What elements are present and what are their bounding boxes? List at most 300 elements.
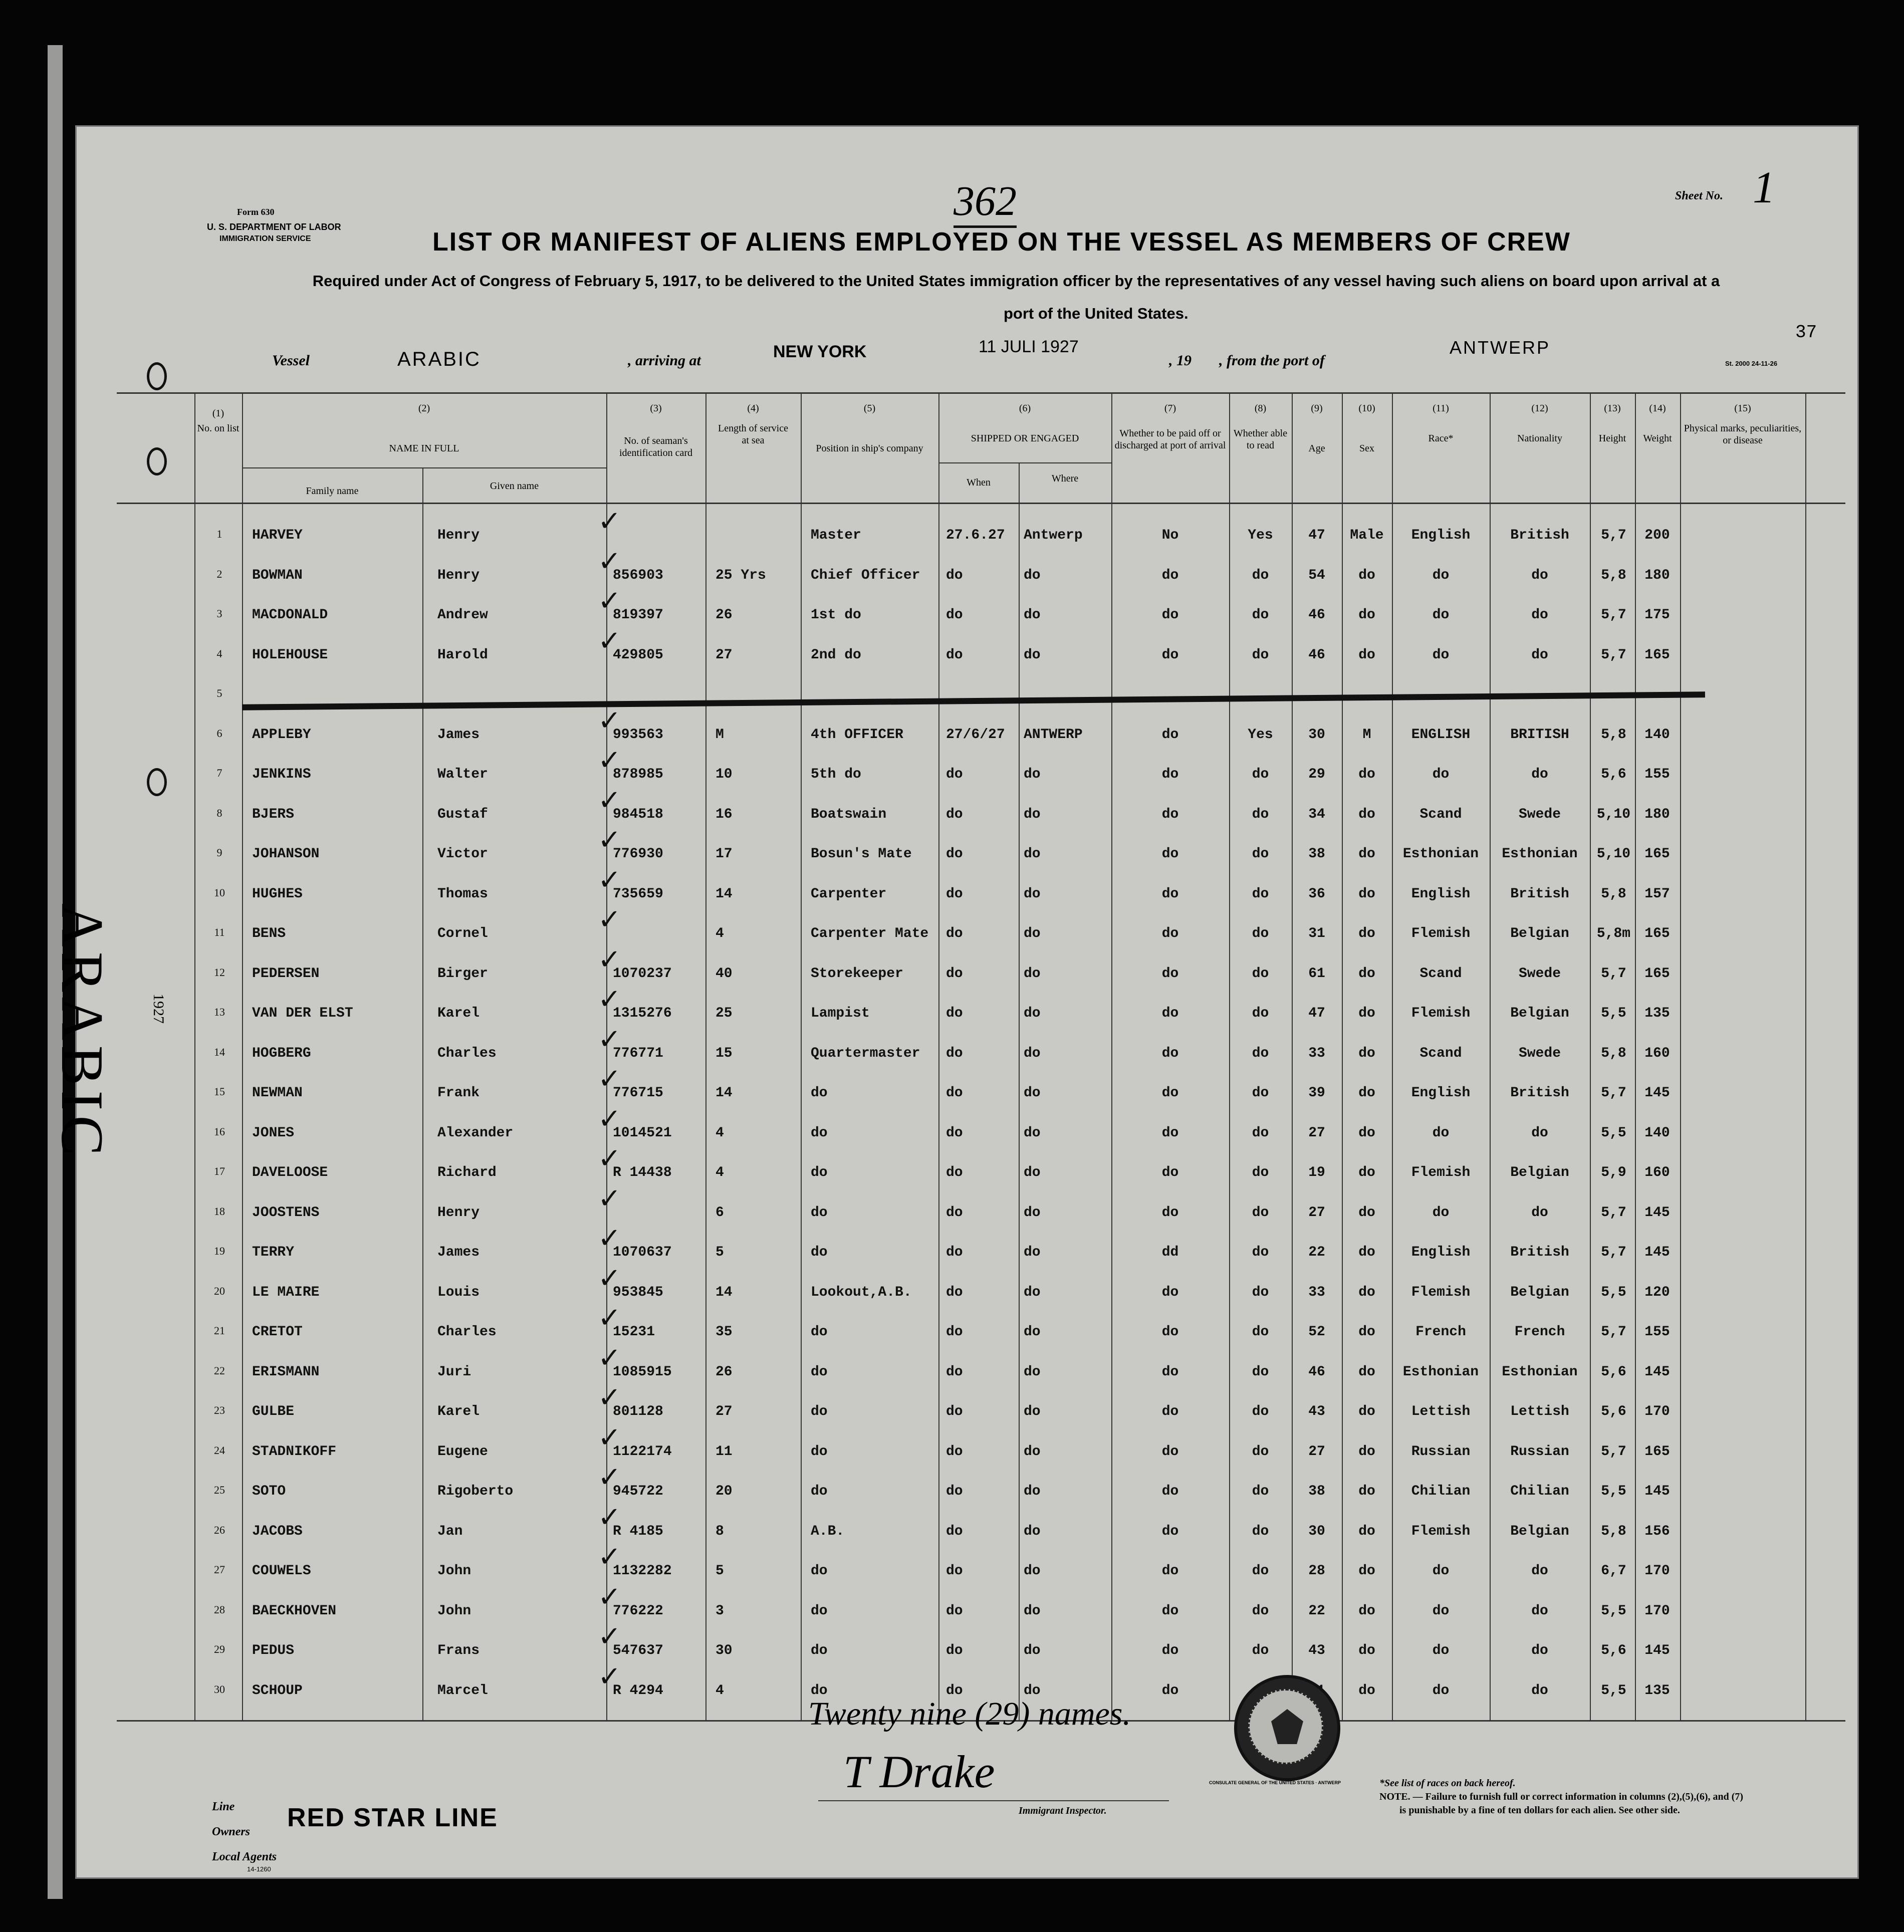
check-mark: ✓ bbox=[598, 1382, 621, 1413]
cell-sex: do bbox=[1358, 1284, 1375, 1300]
cell-service-length: 4 bbox=[716, 1125, 724, 1141]
cell-sex: M bbox=[1362, 727, 1371, 743]
cell-weight: 160 bbox=[1644, 1045, 1670, 1061]
cell-nationality: Russian bbox=[1510, 1443, 1569, 1460]
check-mark: ✓ bbox=[598, 506, 621, 537]
table-row bbox=[77, 1502, 1805, 1554]
page-title: LIST OR MANIFEST OF ALIENS EMPLOYED ON THE VESSEL AS MEMBERS OF CREW bbox=[432, 227, 1571, 257]
col-num-9: (9) bbox=[1311, 403, 1323, 414]
cell-height: 5,8 bbox=[1601, 727, 1626, 743]
cell-family-name: JOOSTENS bbox=[252, 1204, 320, 1221]
cell-able-to-read: do bbox=[1252, 1484, 1269, 1499]
cell-service-length: 40 bbox=[716, 965, 733, 982]
col-num-3: (3) bbox=[650, 403, 662, 414]
cell-shipped-when: do bbox=[946, 1484, 963, 1499]
cell-race: do bbox=[1432, 1682, 1450, 1699]
subtitle-line2: port of the United States. bbox=[1004, 305, 1188, 322]
cell-paid-off: No bbox=[1161, 528, 1179, 543]
cell-shipped-when: do bbox=[946, 1643, 963, 1658]
cell-position: Quartermaster bbox=[811, 1045, 920, 1061]
cell-paid-off: do bbox=[1161, 767, 1179, 782]
cell-able-to-read: Yes bbox=[1248, 727, 1273, 743]
local-agents-label: Local Agents bbox=[212, 1850, 277, 1863]
seal-text: CONSULATE GENERAL OF THE UNITED STATES · ANTWERP bbox=[1209, 1780, 1341, 1785]
cell-paid-off: do bbox=[1161, 1125, 1179, 1141]
cell-id-card-number: 801128 bbox=[613, 1404, 663, 1419]
cell-shipped-where: do bbox=[1024, 1563, 1041, 1579]
table-row bbox=[77, 1542, 1805, 1593]
cell-paid-off: do bbox=[1161, 1443, 1179, 1460]
cell-family-name: HOLEHOUSE bbox=[252, 647, 328, 663]
cell-id-card-number: 878985 bbox=[613, 767, 663, 782]
cell-row-number: 5 bbox=[216, 687, 222, 699]
cell-shipped-when: do bbox=[946, 1085, 963, 1101]
cell-race: do bbox=[1432, 567, 1450, 583]
cell-shipped-where: ANTWERP bbox=[1024, 727, 1083, 743]
cell-weight: 145 bbox=[1644, 1484, 1670, 1499]
cell-able-to-read: do bbox=[1252, 1603, 1269, 1619]
cell-position: do bbox=[811, 1563, 828, 1579]
cell-shipped-where: do bbox=[1024, 1603, 1041, 1619]
cell-nationality: Swede bbox=[1518, 965, 1561, 982]
cell-position: do bbox=[811, 1443, 828, 1460]
cell-shipped-when: do bbox=[946, 1523, 963, 1539]
check-mark: ✓ bbox=[598, 1661, 621, 1693]
cell-sex: do bbox=[1358, 1603, 1375, 1619]
cell-paid-off: do bbox=[1161, 926, 1179, 941]
header-weight: Weight bbox=[1643, 433, 1672, 444]
cell-sex: do bbox=[1358, 1484, 1375, 1499]
cell-weight: 120 bbox=[1644, 1284, 1670, 1300]
cell-service-length: 26 bbox=[716, 607, 733, 623]
cell-paid-off: do bbox=[1161, 1682, 1179, 1699]
cell-height: 5,7 bbox=[1601, 1443, 1626, 1460]
cell-height: 5,8 bbox=[1601, 1523, 1626, 1539]
cell-nationality: do bbox=[1531, 1125, 1548, 1141]
header-shipped: SHIPPED OR ENGAGED bbox=[971, 433, 1079, 444]
cell-paid-off: do bbox=[1161, 846, 1179, 862]
cell-given-name: Cornel bbox=[437, 926, 488, 941]
cell-able-to-read: do bbox=[1252, 965, 1269, 982]
cell-row-number: 18 bbox=[214, 1204, 225, 1218]
cell-paid-off: do bbox=[1161, 1284, 1179, 1300]
cell-height: 5,10 bbox=[1596, 846, 1631, 862]
cell-row-number: 19 bbox=[214, 1245, 225, 1257]
col-num-5: (5) bbox=[863, 403, 876, 414]
cell-id-card-number: 1014521 bbox=[613, 1125, 672, 1141]
header-given-name: Given name bbox=[490, 480, 539, 492]
cell-able-to-read: do bbox=[1252, 1204, 1269, 1221]
table-row bbox=[77, 944, 1805, 996]
cell-paid-off: do bbox=[1161, 806, 1179, 822]
cell-weight: 155 bbox=[1644, 1324, 1670, 1340]
cell-sex: do bbox=[1358, 846, 1375, 862]
cell-sex: do bbox=[1358, 1324, 1375, 1340]
cell-sex: do bbox=[1358, 1643, 1375, 1658]
cell-position: do bbox=[811, 1125, 828, 1141]
cell-paid-off: do bbox=[1161, 1563, 1179, 1579]
cell-weight: 145 bbox=[1644, 1245, 1670, 1260]
cell-shipped-when: do bbox=[946, 1165, 963, 1180]
cell-paid-off: do bbox=[1161, 1165, 1179, 1180]
cell-paid-off: do bbox=[1161, 1204, 1179, 1221]
col-num-8: (8) bbox=[1254, 403, 1267, 414]
header-no-on-list: No. on list bbox=[197, 423, 240, 434]
cell-family-name: BOWMAN bbox=[252, 567, 303, 583]
cell-row-number: 15 bbox=[214, 1085, 225, 1098]
cell-age: 22 bbox=[1308, 1245, 1325, 1260]
cell-nationality: Belgian bbox=[1510, 1006, 1569, 1021]
header-physical-marks: Physical marks, peculiarities, or disease bbox=[1684, 423, 1802, 446]
cell-height: 5,7 bbox=[1601, 1204, 1626, 1221]
cell-sex: do bbox=[1358, 1045, 1375, 1061]
cell-age: 30 bbox=[1308, 727, 1325, 743]
cell-race: Flemish bbox=[1411, 1284, 1471, 1300]
cell-family-name: JENKINS bbox=[252, 767, 311, 782]
table-row bbox=[77, 625, 1805, 677]
footnote-penalty-1: NOTE. — Failure to furnish full or correct information in columns (2),(5),(6), and (7) bbox=[1379, 1791, 1744, 1802]
cell-position: do bbox=[811, 1165, 828, 1180]
table-row bbox=[77, 1382, 1805, 1434]
cell-service-length: 4 bbox=[716, 1682, 724, 1699]
cell-height: 5,7 bbox=[1601, 1245, 1626, 1260]
cell-given-name: John bbox=[437, 1563, 471, 1579]
table-row bbox=[77, 1342, 1805, 1394]
cell-given-name: Harold bbox=[437, 647, 488, 663]
cell-row-number: 21 bbox=[214, 1324, 225, 1337]
cell-race: Flemish bbox=[1411, 1165, 1471, 1180]
col-num-13: (13) bbox=[1604, 403, 1621, 414]
form-small-code: 14-1260 bbox=[247, 1865, 271, 1873]
arriving-label: , arriving at bbox=[628, 352, 701, 369]
cell-weight: 140 bbox=[1644, 1125, 1670, 1141]
cell-age: 46 bbox=[1308, 647, 1325, 663]
cell-shipped-where: do bbox=[1024, 1523, 1041, 1539]
cell-id-card-number: 776771 bbox=[613, 1045, 663, 1061]
check-mark: ✓ bbox=[598, 625, 621, 657]
header-able-to-read: Whether able to read bbox=[1233, 428, 1288, 451]
cell-family-name: GULBE bbox=[252, 1404, 295, 1419]
cell-shipped-when: do bbox=[946, 1245, 963, 1260]
cell-nationality: do bbox=[1531, 1204, 1548, 1221]
vessel-label: Vessel bbox=[272, 352, 310, 369]
cell-shipped-where: do bbox=[1024, 1682, 1041, 1699]
cell-shipped-where: do bbox=[1024, 1284, 1041, 1300]
check-mark: ✓ bbox=[598, 1103, 621, 1135]
cell-row-number: 3 bbox=[216, 607, 222, 620]
check-mark: ✓ bbox=[598, 1064, 621, 1095]
col-num-10: (10) bbox=[1358, 403, 1375, 414]
cell-id-card-number: 735659 bbox=[613, 886, 663, 902]
cell-given-name: Henry bbox=[437, 528, 480, 543]
cell-nationality: French bbox=[1514, 1324, 1565, 1340]
cell-age: 52 bbox=[1308, 1324, 1325, 1340]
cell-position: Master bbox=[811, 528, 861, 543]
cell-able-to-read: do bbox=[1252, 1045, 1269, 1061]
cell-age: 33 bbox=[1308, 1284, 1325, 1300]
cell-position: do bbox=[811, 1484, 828, 1499]
cell-given-name: Charles bbox=[437, 1045, 497, 1061]
cell-shipped-when: do bbox=[946, 806, 963, 822]
check-mark: ✓ bbox=[598, 1024, 621, 1055]
cell-weight: 165 bbox=[1644, 965, 1670, 982]
cell-able-to-read: do bbox=[1252, 1364, 1269, 1380]
cell-age: 38 bbox=[1308, 846, 1325, 862]
cell-weight: 160 bbox=[1644, 1165, 1670, 1180]
cell-age: 43 bbox=[1308, 1643, 1325, 1658]
cell-race: Flemish bbox=[1411, 1523, 1471, 1539]
cell-weight: 200 bbox=[1644, 528, 1670, 543]
check-mark: ✓ bbox=[598, 984, 621, 1015]
check-mark: ✓ bbox=[598, 1183, 621, 1215]
cell-nationality: Belgian bbox=[1510, 1523, 1569, 1539]
arrival-date: 11 JULI 1927 bbox=[979, 337, 1079, 356]
cell-age: 34 bbox=[1308, 806, 1325, 822]
line-label: Line bbox=[212, 1800, 235, 1813]
cell-weight: 180 bbox=[1644, 567, 1670, 583]
cell-shipped-when: do bbox=[946, 886, 963, 902]
table-row bbox=[77, 1621, 1805, 1673]
footnote-races: *See list of races on back hereof. bbox=[1379, 1778, 1516, 1789]
cell-race: English bbox=[1411, 1085, 1471, 1101]
header-family-name: Family name bbox=[306, 486, 359, 497]
cell-sex: do bbox=[1358, 1682, 1375, 1699]
cell-shipped-when: 27.6.27 bbox=[946, 528, 1005, 543]
cell-service-length: 14 bbox=[716, 1284, 733, 1300]
cell-race: English bbox=[1411, 528, 1471, 543]
cell-able-to-read: do bbox=[1252, 1245, 1269, 1260]
cell-height: 5,7 bbox=[1601, 528, 1626, 543]
cell-sex: do bbox=[1358, 1364, 1375, 1380]
cell-family-name: JOHANSON bbox=[252, 846, 320, 862]
cell-sex: do bbox=[1358, 1204, 1375, 1221]
cell-shipped-where: do bbox=[1024, 1404, 1041, 1419]
cell-service-length: 16 bbox=[716, 806, 733, 822]
cell-weight: 145 bbox=[1644, 1204, 1670, 1221]
cell-weight: 175 bbox=[1644, 607, 1670, 623]
cell-row-number: 22 bbox=[214, 1364, 225, 1377]
cell-shipped-when: do bbox=[946, 607, 963, 623]
cell-given-name: Thomas bbox=[437, 886, 488, 902]
cell-shipped-where: do bbox=[1024, 846, 1041, 862]
cell-shipped-where: do bbox=[1024, 1006, 1041, 1021]
cell-shipped-when: do bbox=[946, 1204, 963, 1221]
cell-race: English bbox=[1411, 1245, 1471, 1260]
cell-able-to-read: do bbox=[1252, 1563, 1269, 1579]
cell-height: 5,6 bbox=[1601, 1404, 1626, 1419]
cell-shipped-when: do bbox=[946, 1006, 963, 1021]
cell-race: Esthonian bbox=[1402, 1364, 1479, 1380]
check-mark: ✓ bbox=[598, 1303, 621, 1334]
cell-position: Carpenter bbox=[811, 886, 887, 902]
cell-height: 5,6 bbox=[1601, 767, 1626, 782]
cell-sex: do bbox=[1358, 806, 1375, 822]
owners-stamp: RED STAR LINE bbox=[287, 1803, 498, 1832]
cell-family-name: CRETOT bbox=[252, 1324, 303, 1340]
check-mark: ✓ bbox=[598, 745, 621, 776]
cell-id-card-number: 429805 bbox=[613, 647, 663, 663]
cell-position: do bbox=[811, 1204, 828, 1221]
cell-paid-off: do bbox=[1161, 1364, 1179, 1380]
cell-service-length: 17 bbox=[716, 846, 733, 862]
cell-height: 5,7 bbox=[1601, 607, 1626, 623]
cell-shipped-where: do bbox=[1024, 1245, 1041, 1260]
table-row bbox=[77, 1183, 1805, 1235]
cell-id-card-number: 819397 bbox=[613, 607, 663, 623]
cell-shipped-where: do bbox=[1024, 806, 1041, 822]
check-mark: ✓ bbox=[598, 1263, 621, 1294]
cell-position: do bbox=[811, 1085, 828, 1101]
cell-nationality: do bbox=[1531, 767, 1548, 782]
check-mark: ✓ bbox=[598, 864, 621, 896]
cell-shipped-where: do bbox=[1024, 647, 1041, 663]
cell-service-length: 30 bbox=[716, 1643, 733, 1658]
cell-race: Scand bbox=[1419, 806, 1462, 822]
cell-family-name: BENS bbox=[252, 926, 286, 941]
cell-race: ENGLISH bbox=[1411, 727, 1471, 743]
form-number: Form 630 bbox=[237, 207, 275, 217]
cell-nationality: Belgian bbox=[1510, 926, 1569, 941]
cell-row-number: 17 bbox=[214, 1165, 225, 1177]
cell-age: 39 bbox=[1308, 1085, 1325, 1101]
check-mark: ✓ bbox=[598, 586, 621, 617]
cell-position: Chief Officer bbox=[811, 567, 920, 583]
service-label: IMMIGRATION SERVICE bbox=[219, 234, 311, 243]
cell-given-name: James bbox=[437, 727, 480, 743]
cell-nationality: Esthonian bbox=[1502, 846, 1578, 862]
cell-service-length: 10 bbox=[716, 767, 733, 782]
header-race: Race* bbox=[1428, 433, 1454, 444]
cell-paid-off: do bbox=[1161, 607, 1179, 623]
header-height: Height bbox=[1598, 433, 1626, 444]
cell-paid-off: do bbox=[1161, 1085, 1179, 1101]
cell-shipped-when: do bbox=[946, 1563, 963, 1579]
cell-paid-off: do bbox=[1161, 1324, 1179, 1340]
cell-id-card-number: 1122174 bbox=[613, 1443, 672, 1460]
footnote-penalty-2: is punishable by a fine of ten dollars for each alien. See other side. bbox=[1399, 1805, 1680, 1816]
cell-able-to-read: do bbox=[1252, 1284, 1269, 1300]
cell-able-to-read: do bbox=[1252, 1324, 1269, 1340]
cell-row-number: 11 bbox=[214, 926, 225, 938]
cell-shipped-when: do bbox=[946, 846, 963, 862]
cell-weight: 170 bbox=[1644, 1603, 1670, 1619]
cell-able-to-read: do bbox=[1252, 567, 1269, 583]
table-row bbox=[77, 904, 1805, 956]
cell-family-name: NEWMAN bbox=[252, 1085, 303, 1101]
cell-weight: 165 bbox=[1644, 647, 1670, 663]
cell-paid-off: do bbox=[1161, 1603, 1179, 1619]
cell-position: do bbox=[811, 1404, 828, 1419]
check-mark: ✓ bbox=[598, 785, 621, 816]
cell-height: 5,6 bbox=[1601, 1643, 1626, 1658]
cell-race: do bbox=[1432, 1563, 1450, 1579]
cell-shipped-when: do bbox=[946, 1404, 963, 1419]
cell-family-name: BAECKHOVEN bbox=[252, 1603, 337, 1619]
cell-race: do bbox=[1432, 607, 1450, 623]
cell-family-name: HARVEY bbox=[252, 528, 303, 543]
cell-id-card-number: 15231 bbox=[613, 1324, 655, 1340]
cell-position: Boatswain bbox=[811, 806, 887, 822]
cell-race: Esthonian bbox=[1402, 846, 1479, 862]
cell-sex: do bbox=[1358, 1404, 1375, 1419]
cell-service-length: 27 bbox=[716, 647, 733, 663]
col-num-12: (12) bbox=[1531, 403, 1548, 414]
cell-position: Storekeeper bbox=[811, 965, 903, 982]
cell-shipped-where: Antwerp bbox=[1024, 528, 1083, 543]
margin-year: 1927 bbox=[150, 994, 167, 1024]
cell-race: Chilian bbox=[1411, 1484, 1471, 1499]
cell-given-name: Andrew bbox=[437, 607, 488, 623]
cell-id-card-number: 776715 bbox=[613, 1085, 663, 1101]
cell-sex: do bbox=[1358, 1085, 1375, 1101]
cell-family-name: BJERS bbox=[252, 806, 295, 822]
cell-paid-off: do bbox=[1161, 1484, 1179, 1499]
cell-shipped-where: do bbox=[1024, 1204, 1041, 1221]
cell-age: 19 bbox=[1308, 1165, 1325, 1180]
cell-given-name: James bbox=[437, 1245, 480, 1260]
cell-row-number: 12 bbox=[214, 965, 225, 979]
cell-race: Russian bbox=[1411, 1443, 1471, 1460]
sheet-number: 1 bbox=[1753, 163, 1775, 212]
cell-given-name: Gustaf bbox=[437, 806, 488, 822]
cell-service-length: 6 bbox=[716, 1204, 724, 1221]
table-row bbox=[77, 745, 1805, 797]
cell-nationality: Swede bbox=[1518, 1045, 1561, 1061]
cell-age: 27 bbox=[1308, 1443, 1325, 1460]
cell-race: Flemish bbox=[1411, 926, 1471, 941]
cell-position: do bbox=[811, 1682, 828, 1699]
cell-age: 36 bbox=[1308, 886, 1325, 902]
cell-weight: 145 bbox=[1644, 1364, 1670, 1380]
check-mark: ✓ bbox=[598, 1422, 621, 1454]
cell-id-card-number: 945722 bbox=[613, 1484, 663, 1499]
cell-family-name: JONES bbox=[252, 1125, 295, 1141]
header-sex: Sex bbox=[1359, 443, 1374, 454]
cell-weight: 135 bbox=[1644, 1006, 1670, 1021]
cell-row-number: 6 bbox=[216, 727, 222, 740]
cell-able-to-read: Yes bbox=[1248, 528, 1273, 543]
table-row bbox=[77, 586, 1805, 637]
cell-height: 5,5 bbox=[1601, 1682, 1626, 1699]
cell-service-length: 35 bbox=[716, 1324, 733, 1340]
cell-able-to-read: do bbox=[1252, 1404, 1269, 1419]
cell-nationality: do bbox=[1531, 1643, 1548, 1658]
table-row bbox=[77, 546, 1805, 598]
check-mark: ✓ bbox=[598, 1542, 621, 1573]
table-row bbox=[77, 984, 1805, 1036]
cell-family-name: VAN DER ELST bbox=[252, 1006, 353, 1021]
cell-given-name: Marcel bbox=[437, 1682, 488, 1699]
cell-shipped-when: do bbox=[946, 567, 963, 583]
cell-row-number: 7 bbox=[216, 767, 222, 779]
cell-row-number: 4 bbox=[216, 647, 222, 660]
cell-id-card-number: 984518 bbox=[613, 806, 663, 822]
cell-weight: 155 bbox=[1644, 767, 1670, 782]
cell-id-card-number: 1070637 bbox=[613, 1245, 672, 1260]
check-mark: ✓ bbox=[598, 1462, 621, 1493]
header-name-in-full: NAME IN FULL bbox=[389, 443, 459, 454]
cell-shipped-when: do bbox=[946, 647, 963, 663]
col-num-7: (7) bbox=[1164, 403, 1176, 414]
cell-race: do bbox=[1432, 1204, 1450, 1221]
table-row bbox=[77, 705, 1805, 757]
cell-sex: do bbox=[1358, 767, 1375, 782]
col-num-2: (2) bbox=[418, 403, 430, 414]
cell-shipped-where: do bbox=[1024, 1125, 1041, 1141]
cell-id-card-number: 1085915 bbox=[613, 1364, 672, 1380]
check-mark: ✓ bbox=[598, 705, 621, 737]
cell-race: French bbox=[1415, 1324, 1466, 1340]
